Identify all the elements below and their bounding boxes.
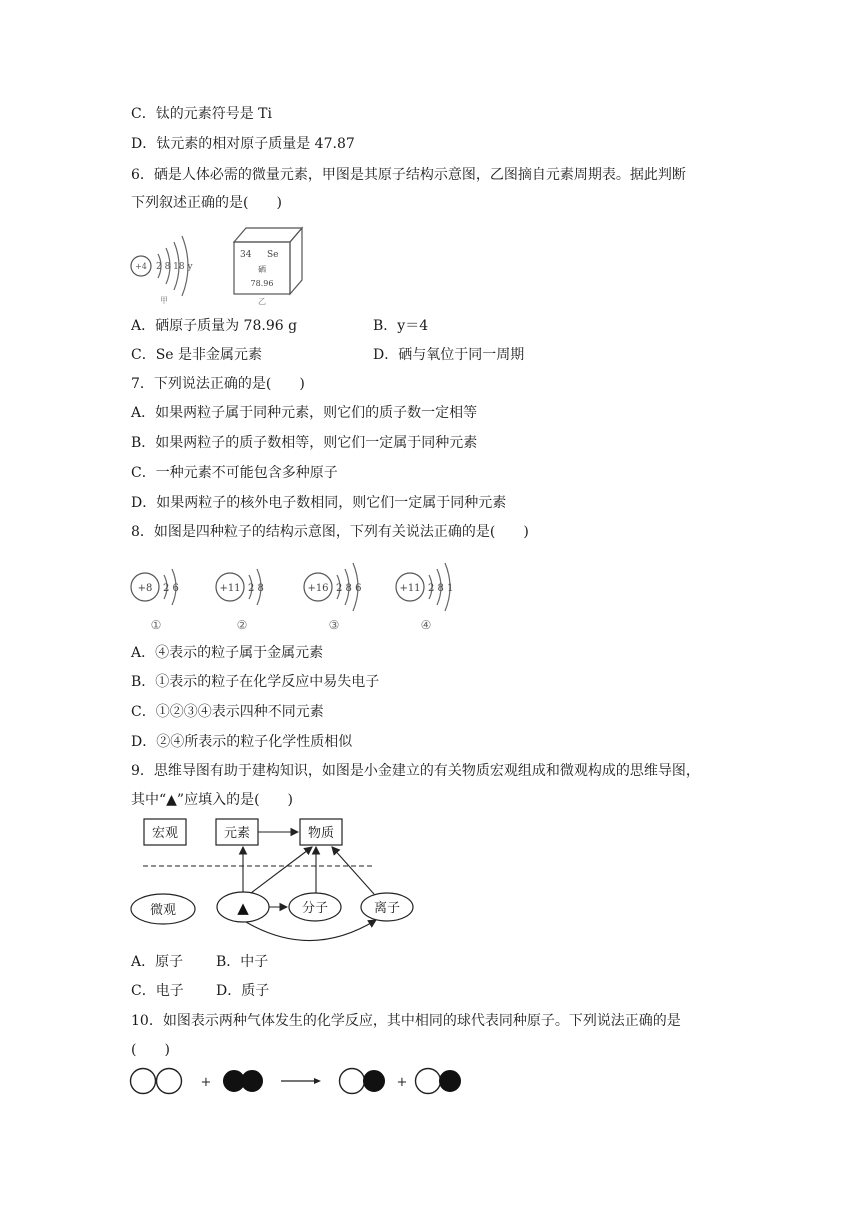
particle-1-label: ① [150, 618, 162, 632]
particle-2-label: ② [236, 618, 248, 632]
white-atom [340, 1069, 365, 1094]
triangle-label: ▲ [237, 899, 249, 917]
plus-sign-2: + [396, 1075, 408, 1090]
q6-option-d: D．硒与氧位于同一周期 [373, 347, 525, 363]
q5-option-c: C．钛的元素符号是 Ti [131, 106, 272, 122]
q6-cell-name: 硒 [258, 265, 266, 274]
q7-option-a: A．如果两粒子属于同种元素，则它们的质子数一定相等 [131, 405, 478, 421]
q6-cell-symbol: Se [267, 250, 279, 260]
q6-option-c: C．Se 是非金属元素 [131, 347, 263, 363]
q8-option-b: B．①表示的粒子在化学反应中易失电子 [131, 674, 380, 690]
particle-4-label: ④ [420, 618, 432, 632]
particle-1 [131, 569, 179, 632]
molecule-label: 分子 [301, 901, 329, 916]
plus-sign-1: + [200, 1075, 212, 1090]
particle-3-electrons: 2 8 6 [336, 583, 362, 594]
white-atom [416, 1069, 441, 1094]
black-atom [242, 1071, 263, 1092]
q9-option-b: B．中子 [216, 954, 269, 970]
particle-3-nucleus: +16 [307, 583, 329, 594]
q6-cell-caption: 乙 [258, 297, 266, 306]
element-label: 元素 [223, 826, 251, 841]
ion-label: 离子 [373, 901, 401, 916]
black-atom [364, 1071, 385, 1092]
q9-option-a: A．原子 [131, 954, 184, 970]
q7-option-b: B．如果两粒子的质子数相等，则它们一定属于同种元素 [131, 435, 478, 451]
q6-cell-mass: 78.96 [250, 279, 274, 288]
q8-option-d: D．②④所表示的粒子化学性质相似 [131, 734, 353, 750]
white-atom [157, 1069, 182, 1094]
particle-3-label: ③ [328, 618, 340, 632]
q8-figure [128, 553, 468, 635]
q6-stem-line1: 6．硒是人体必需的微量元素，甲图是其原子结构示意图，乙图摘自元素周期表。据此判断 [131, 167, 686, 183]
q5-option-d: D．钛元素的相对原子质量是 47.87 [131, 136, 355, 152]
q6-atom-caption: 甲 [160, 296, 168, 305]
q7-option-d: D．如果两粒子的核外电子数相同，则它们一定属于同种元素 [131, 495, 507, 511]
particle-2-electrons: 2 8 [248, 583, 264, 594]
q7-stem: 7．下列说法正确的是( ) [131, 376, 305, 392]
q7-option-c: C．一种元素不可能包含多种原子 [131, 465, 338, 481]
q9-mind-map [126, 812, 426, 952]
q9-option-c: C．电子 [131, 983, 184, 999]
particle-1-electrons: 2 6 [163, 583, 179, 594]
particle-4 [396, 563, 453, 632]
q10-stem-line2: ( ) [131, 1042, 170, 1058]
q8-option-c: C．①②③④表示四种不同元素 [131, 704, 324, 720]
particle-4-electrons: 2 8 1 [428, 583, 454, 594]
q10-stem-line1: 10．如图表示两种气体发生的化学反应，其中相同的球代表同种原子。下列说法正确的是 [131, 1013, 681, 1029]
micro-label: 微观 [149, 903, 177, 918]
particle-1-nucleus: +8 [137, 583, 153, 594]
q8-option-a: A．④表示的粒子属于金属元素 [131, 645, 324, 661]
macro-label: 宏观 [151, 826, 179, 841]
q8-stem: 8．如图是四种粒子的结构示意图，下列有关说法正确的是( ) [131, 524, 529, 540]
particle-2 [216, 569, 264, 632]
q6-atom-electrons: 2 8 18 y [156, 262, 193, 272]
q6-option-a: A．硒原子质量为 78.96 g [131, 318, 298, 334]
q9-stem-line2: 其中“▲”应填入的是( ) [131, 792, 294, 808]
black-atom [440, 1071, 461, 1092]
substance-label: 物质 [307, 826, 335, 841]
q9-stem-line1: 9．思维导图有助于建构知识，如图是小金建立的有关物质宏观组成和微观构成的思维导图， [131, 763, 700, 779]
q10-reaction-figure [128, 1064, 468, 1098]
white-atom [131, 1069, 156, 1094]
q9-option-d: D．质子 [216, 983, 270, 999]
particle-4-nucleus: +11 [399, 583, 421, 594]
q6-cell-number: 34 [240, 250, 252, 260]
particle-2-nucleus: +11 [219, 583, 241, 594]
q6-stem-line2: 下列叙述正确的是( ) [131, 195, 282, 211]
q6-figure [128, 224, 318, 310]
q6-atom-nucleus: +4 [135, 262, 147, 271]
particle-3 [304, 563, 361, 632]
q6-option-b: B．y＝4 [373, 318, 429, 334]
